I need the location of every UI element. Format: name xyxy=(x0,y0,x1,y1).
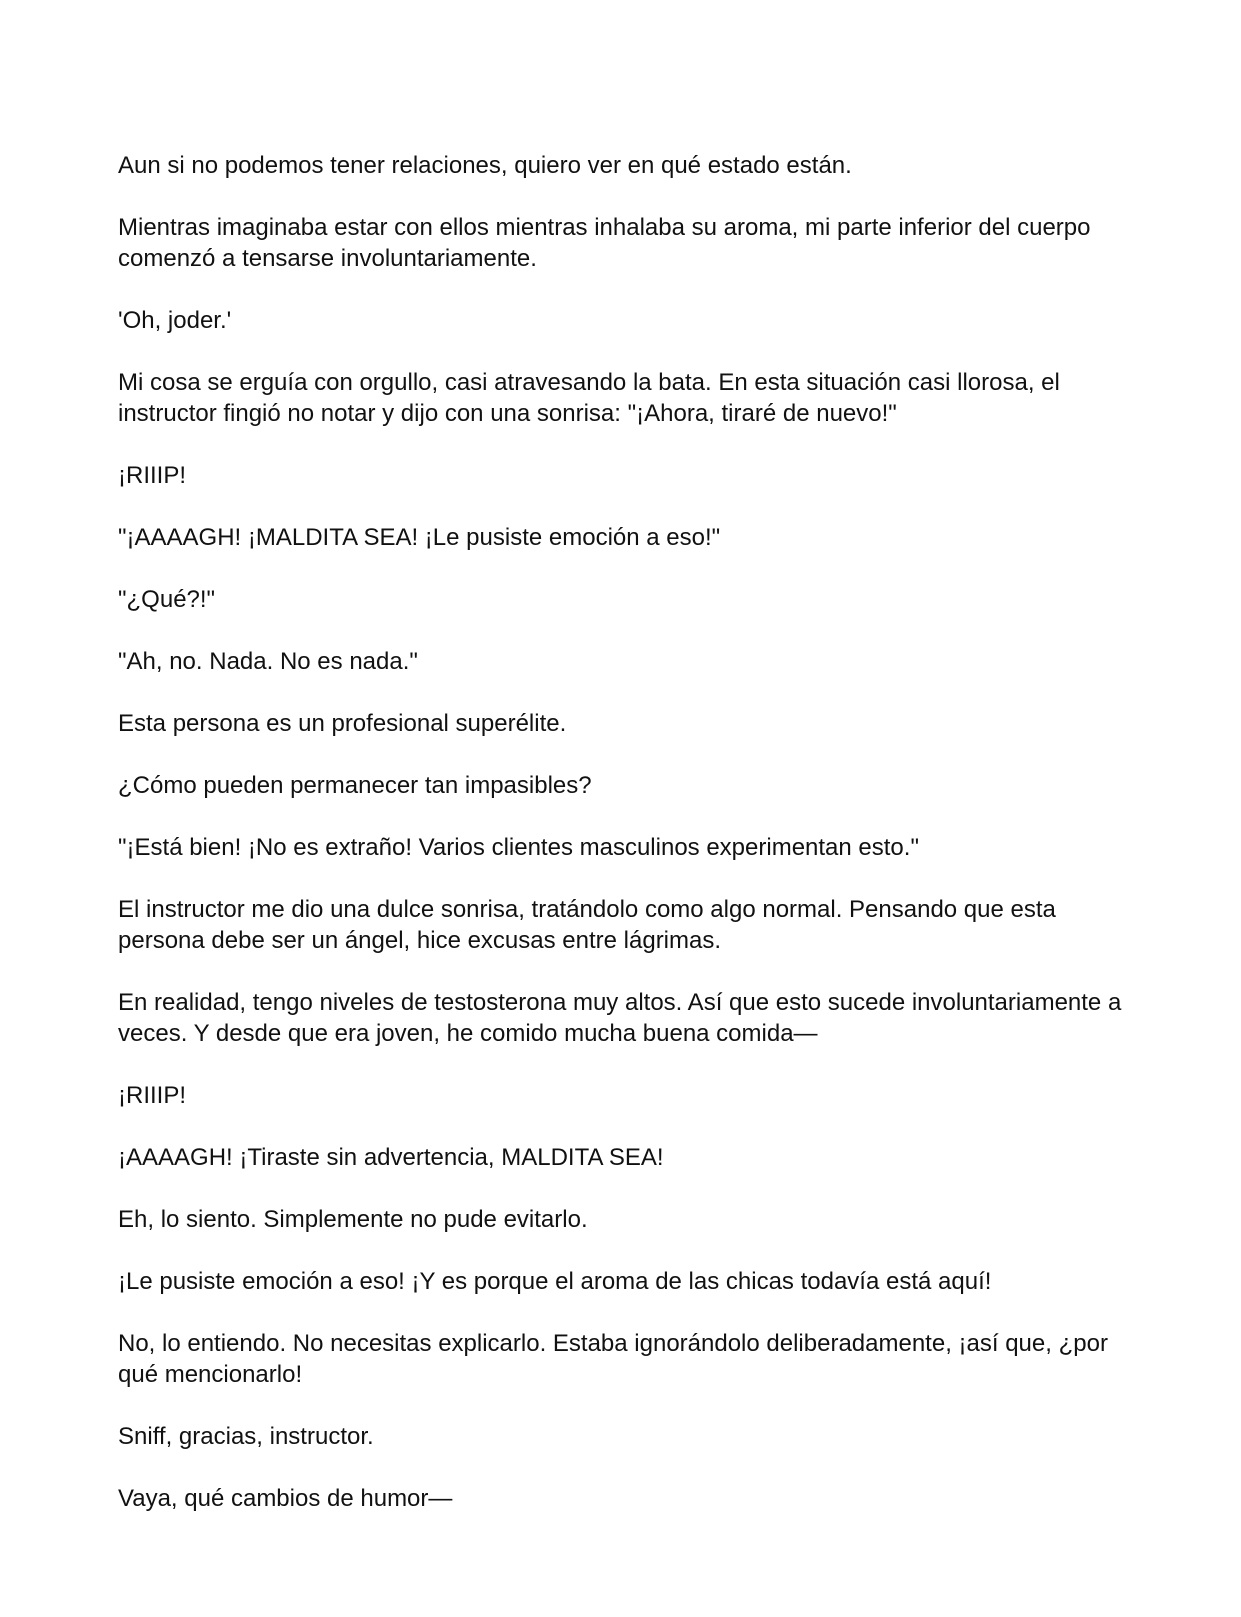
paragraph-20: Vaya, qué cambios de humor— xyxy=(118,1485,453,1512)
paragraph-14: ¡RIIIP! xyxy=(118,1082,187,1109)
paragraph-3: 'Oh, joder.' xyxy=(118,307,232,334)
paragraph-10: ¿Cómo pueden permanecer tan impasibles? xyxy=(118,772,592,799)
paragraph-6: "¡AAAAGH! ¡MALDITA SEA! ¡Le pusiste emoción a eso!" xyxy=(118,524,721,551)
paragraph-17: ¡Le pusiste emoción a eso! ¡Y es porque el aroma de las chicas todavía está aquí! xyxy=(118,1268,992,1295)
paragraph-19: Sniff, gracias, instructor. xyxy=(118,1423,374,1450)
paragraph-18: No, lo entiendo. No necesitas explicarlo. Estaba ignorándolo deliberadamente, ¡así que, ¿por qué mencionarlo! xyxy=(118,1330,1108,1388)
paragraph-5: ¡RIIIP! xyxy=(118,462,187,489)
paragraph-16: Eh, lo siento. Simplemente no pude evitarlo. xyxy=(118,1206,588,1233)
paragraph-12: El instructor me dio una dulce sonrisa, tratándolo como algo normal. Pensando que esta persona debe ser un ángel, hice excusas entre lágrimas. xyxy=(118,896,1056,954)
paragraph-9: Esta persona es un profesional superélite. xyxy=(118,710,567,737)
paragraph-8: "Ah, no. Nada. No es nada." xyxy=(118,648,418,675)
document-body xyxy=(118,150,1128,1545)
paragraph-7: "¿Qué?!" xyxy=(118,586,216,613)
paragraph-4: Mi cosa se erguía con orgullo, casi atravesando la bata. En esta situación casi llorosa, el instructor fingió no notar y dijo con una sonrisa: "¡Ahora, tiraré de nuevo!" xyxy=(118,369,1060,427)
paragraph-11: "¡Está bien! ¡No es extraño! Varios clientes masculinos experimentan esto." xyxy=(118,834,919,861)
paragraph-15: ¡AAAAGH! ¡Tiraste sin advertencia, MALDITA SEA! xyxy=(118,1144,664,1171)
paragraph-13: En realidad, tengo niveles de testosterona muy altos. Así que esto sucede involuntariamente a veces. Y desde que era joven, he comido mucha buena comida— xyxy=(118,989,1122,1047)
paragraph-2: Mientras imaginaba estar con ellos mientras inhalaba su aroma, mi parte inferior del cuerpo comenzó a tensarse involuntariamente. xyxy=(118,214,1091,272)
paragraph-1: Aun si no podemos tener relaciones, quiero ver en qué estado están. xyxy=(118,152,852,179)
